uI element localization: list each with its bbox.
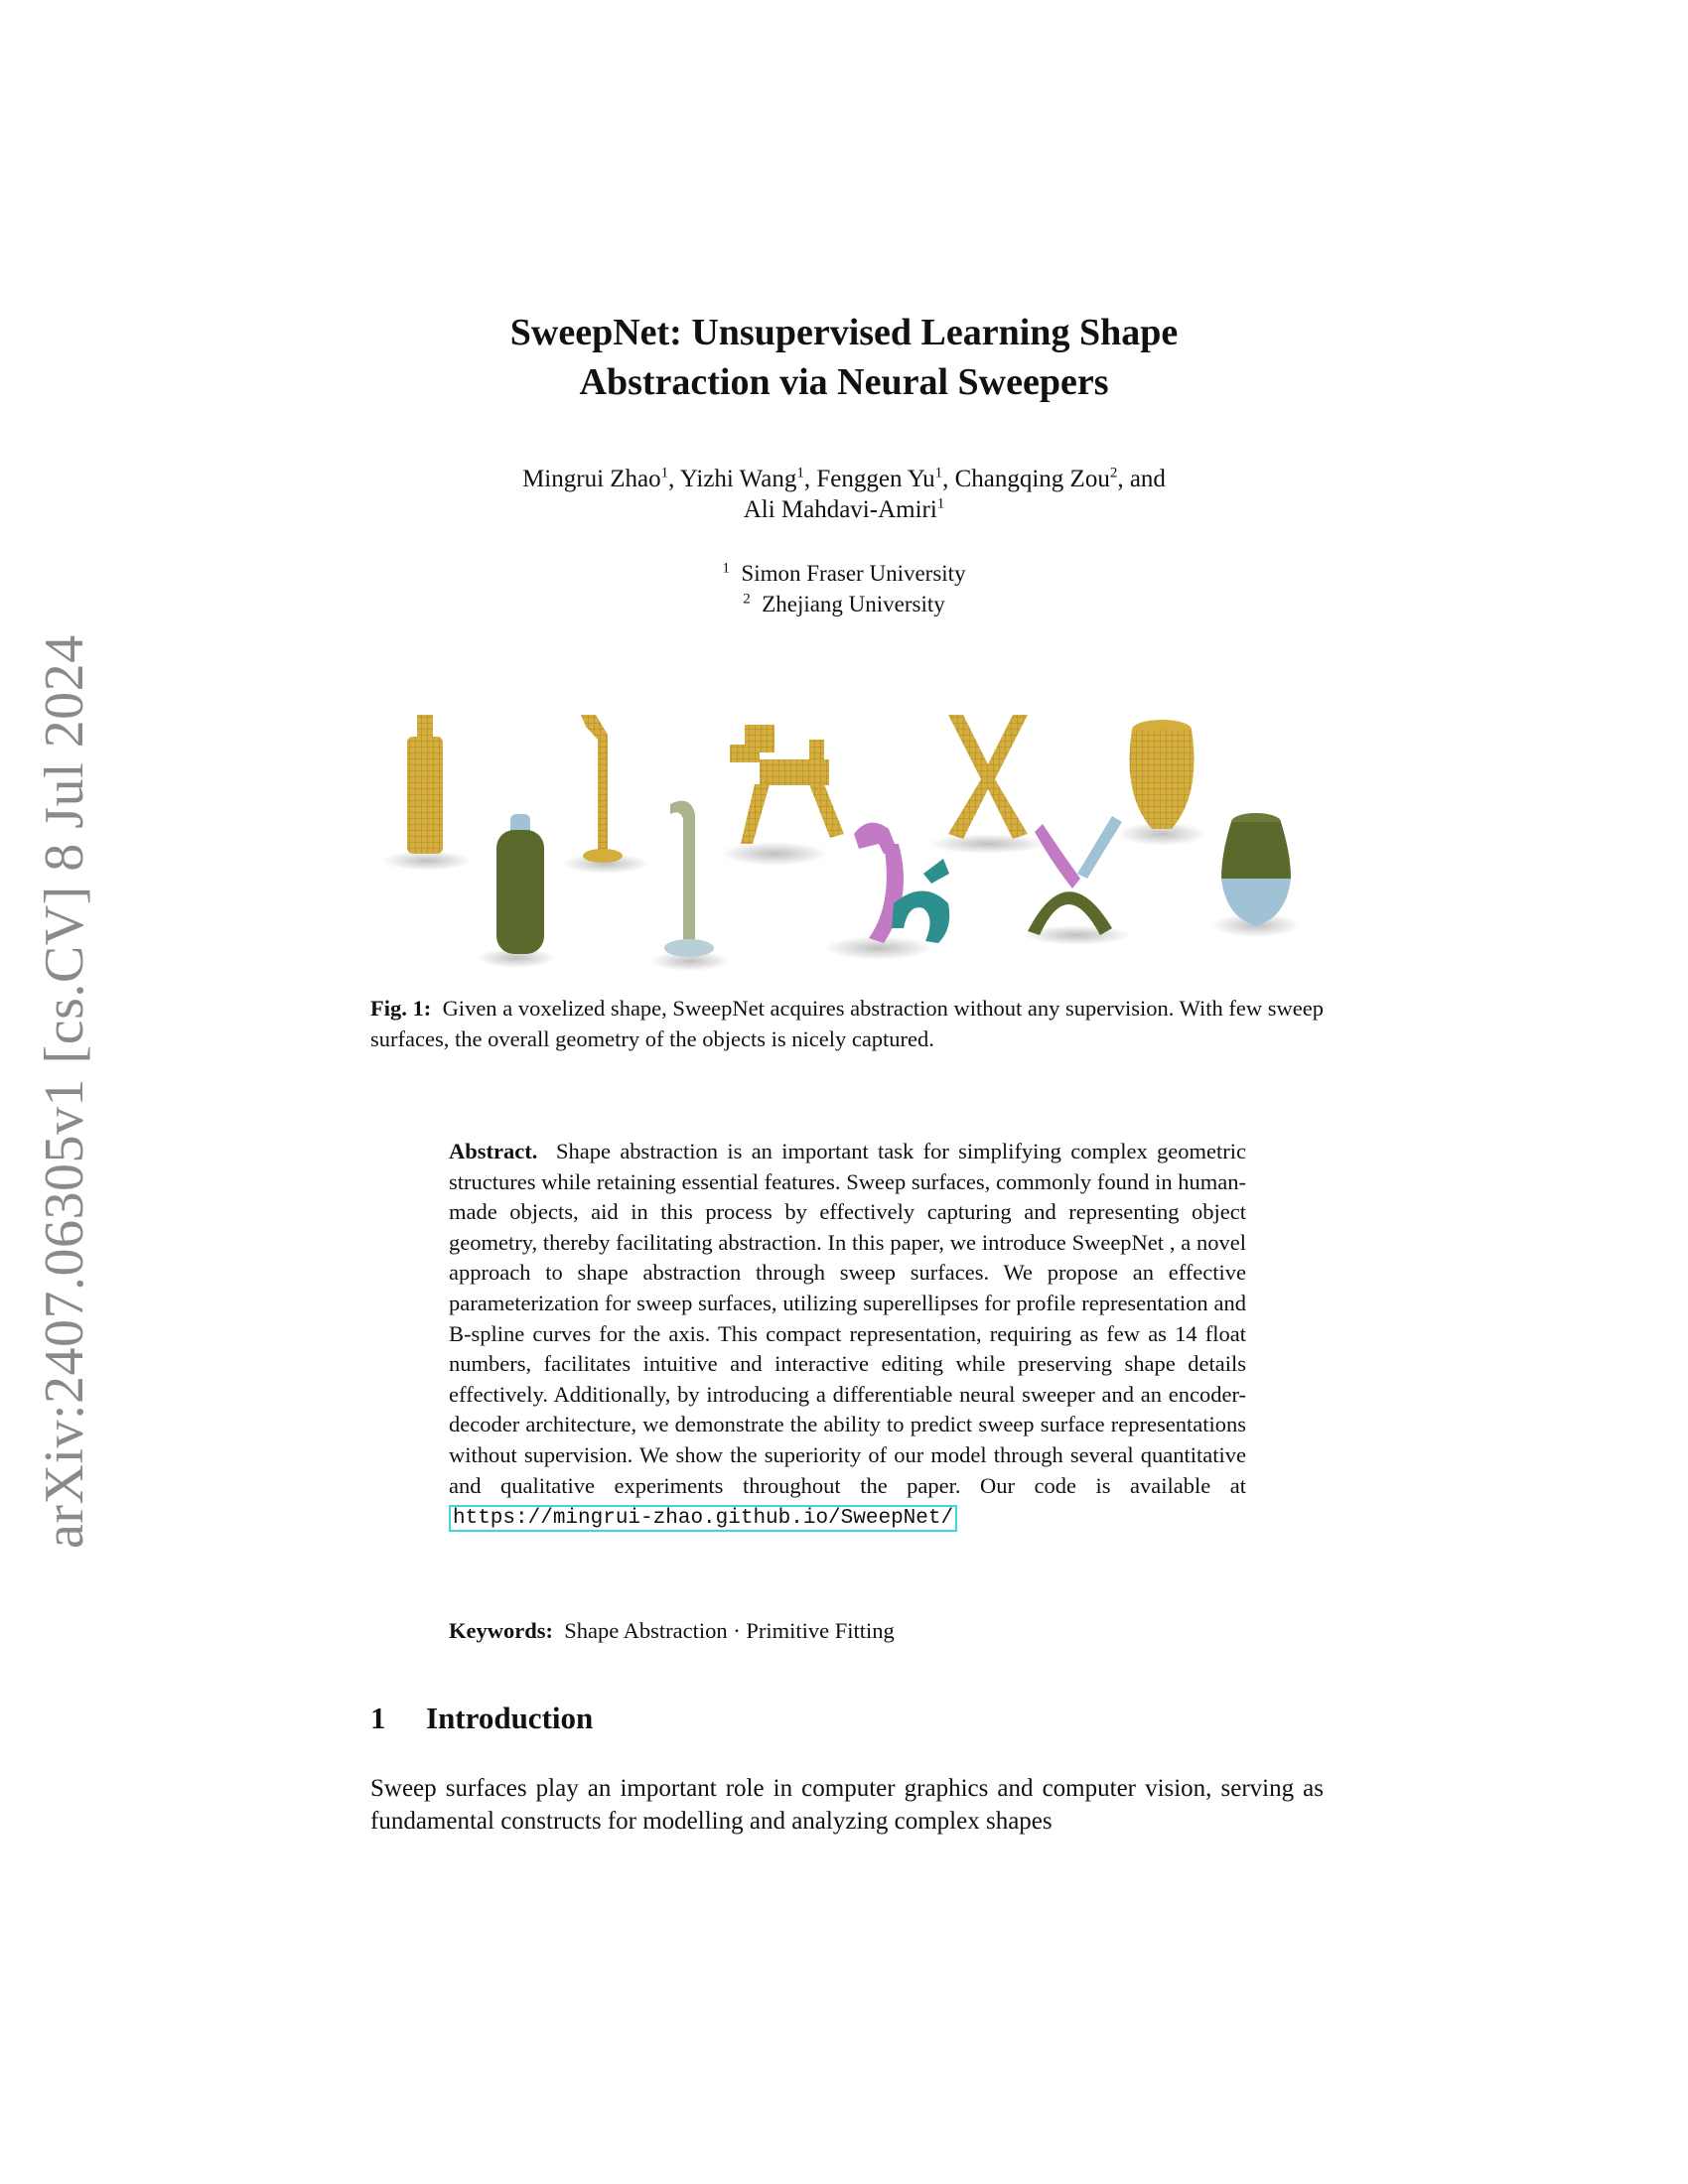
intro-paragraph: Sweep surfaces play an important role in computer graphics and computer vision, serving as fundamental constructs for modelling and analyzing complex shapes [370,1775,1324,1835]
section-title: Introduction [426,1701,594,1735]
keywords [449,1616,1246,1646]
voxel-vase-shape [1130,720,1195,829]
affiliations [367,558,1321,619]
title-line-2: Abstraction via Neural Sweepers [579,361,1109,403]
keywords-label: Keywords: [449,1618,553,1643]
code-link[interactable]: https://mingrui-zhao.github.io/SweepNet/ [449,1505,957,1532]
voxel-bottle-shape [407,715,443,854]
abstract-bottle-shape [496,814,544,954]
author-2: Yizhi Wang$^1$, [679,465,817,492]
voxel-x-shape [948,715,1028,839]
arxiv-identifier: arXiv:2407.06305v1 [cs.CV] 8 Jul 2024 [34,634,95,1549]
author-4: Changqing Zou$^2$, and [954,465,1166,492]
figure-label: Fig. 1: [370,996,432,1021]
section-heading [370,1701,593,1736]
abstract-lamp-shape [664,801,714,957]
figure-caption [370,993,1324,1054]
teaser-figure [367,705,1321,973]
paper-title [367,308,1321,407]
voxel-lamp-shape [581,715,623,863]
abstract-text: Shape abstraction is an important task for simplifying complex geometric structures while retaining essential features. Sweep surfaces, commonly found in human-made objects, aid in this process by effectively capturing and representing object geometry, thereby facilitating abstraction. In this paper, we introduce SweepNet , a novel approach to shape abstraction through sweep surfaces. We propose an effective parameterization for sweep surfaces, utilizing superellipses for profile representation and B-spline curves for the axis. This compact representation, requiring as few as 14 float numbers, facilitates intuitive and interactive editing while preserving shape details effectively. Additionally, by introducing a differentiable neural sweeper and an encoder-decoder architecture, we demonstrate the ability to predict sweep surface representations without supervision. We show the superiority of our model through several quantitative and qualitative experiments throughout the paper. Our code is available at [449,1139,1247,1498]
figure-caption-text: Given a voxelized shape, SweepNet acquires abstraction without any supervision. With few sweep surfaces, the overall geometry of the objects is nicely captured. [370,996,1324,1051]
teaser-figure-shapes [367,705,1321,973]
author-list [367,464,1321,525]
abstract-label: Abstract. [449,1139,538,1163]
author-5: Ali Mahdavi-Amiri$^1$ [743,495,945,523]
section-number: 1 [370,1701,386,1735]
keywords-text: Shape Abstraction · Primitive Fitting [564,1618,895,1643]
abstract-x-shape [1028,816,1122,935]
author-1: Mingrui Zhao$^1$, [522,465,680,492]
affiliation-1: $^1$ Simon Fraser University [722,560,966,586]
title-line-1: SweepNet: Unsupervised Learning Shape [509,312,1179,353]
abstract [449,1137,1246,1535]
abstract-vase-shape [1221,813,1291,925]
author-3: Fenggen Yu$^1$, [816,465,955,492]
affiliation-2: $^2$ Zhejiang University [743,591,945,616]
voxel-dog-shape [730,725,844,844]
